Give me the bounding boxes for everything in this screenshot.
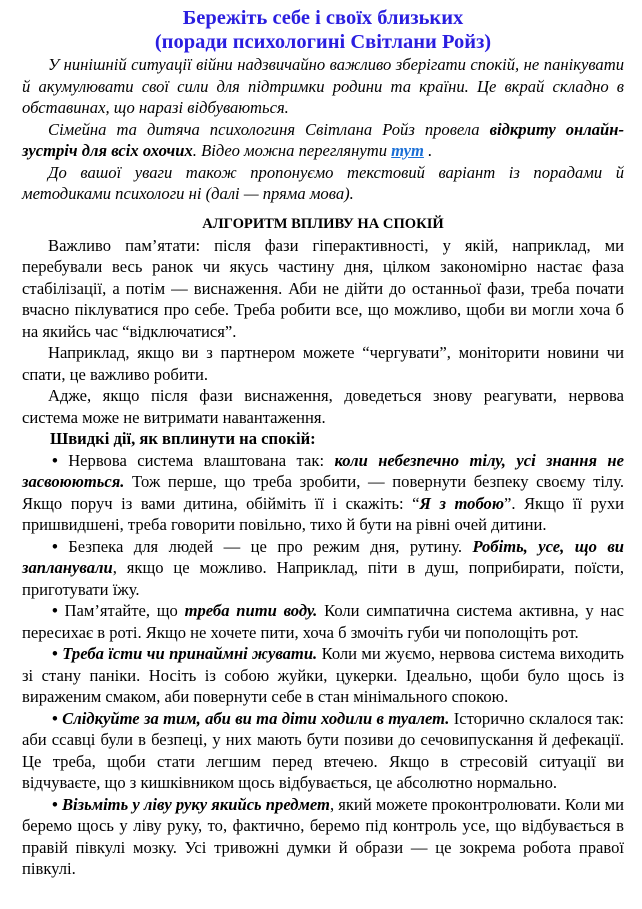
bullet-item-1 (22, 450, 624, 536)
bullet-icon: • (52, 794, 58, 814)
bullet-icon: • (52, 601, 58, 620)
bullet-5-emphasis: Слідкуйте за тим, аби ви та діти ходили в туалет. (62, 708, 450, 728)
bullet-item-2 (22, 536, 624, 601)
bullet-1-quote: Я з тобою (419, 493, 504, 513)
bullet-4-emphasis: Треба їсти чи принаймні жувати. (62, 644, 318, 663)
body-section (22, 235, 624, 429)
title-line-1: Бережіть себе і своїх близьких (182, 7, 464, 29)
intro-p2-text-c: . Відео можна переглянути (192, 141, 392, 160)
bullet-2-text-a: Безпека для людей — це про режим дня, рутину. (57, 536, 473, 556)
bullet-5-text-c: Історично склалося так: аби ссавці були в безпеці, у них мають бути позиви до сечовипускання й дефекації. Це треба, щоби стати легшим перед втечею. Якщо в стресовій ситуації ви відчуваєте, що з кишківником щось відбувається, це абсолютно нормально. (22, 708, 624, 792)
body-paragraph-3: Адже, якщо після фази виснаження, доведеться знову реагувати, нервова система може не витримати навантаження. (22, 386, 624, 427)
document-title (22, 6, 624, 54)
bullet-4-text-c: Коли ми жуємо, нервова система виходить зі стану паніки. Носіть із собою жуйки, цукерки. Ідеально, щоби було щось із вираженим смаком, аби повернути себе в стан мінімального спокою. (22, 644, 624, 706)
body-paragraph-1: Важливо пам’ятати: після фази гіперактивності, у якій, наприклад, ми перебували весь ранок чи якусь частину дня, цілком закономірно настає фаза стабілізації, а потім — виснаження. Аби не дійти до останньої фази, треба почати вчасно піклуватися про себе. Треба робити все, що можливо, щоби ви могли хоча б на якийсь час “відключатися”. (22, 235, 624, 341)
intro-paragraph-3: До вашої уваги також пропонуємо текстовий варіант із порадами й методиками психологи ні (далі — пряма мова). (22, 162, 624, 203)
intro-p2-text-d: . (423, 141, 433, 160)
intro-paragraph-2 (22, 119, 624, 162)
quick-actions-heading: Швидкі дії, як вплинути на спокій: (50, 429, 316, 448)
bullet-2-emphasis: Робіть, усе, що ви запланували (22, 536, 624, 577)
bullet-3-emphasis: треба пити воду. (184, 601, 318, 620)
bullet-1-text-c: Тож перше, що треба зробити, — повернути безпеку своєму тілу. Якщо поруч із вами дитина, обійміть її і скажіть: “ (22, 472, 624, 513)
intro-section (22, 54, 624, 205)
bullet-icon: • (52, 708, 58, 728)
bullet-6-text-c: , який можете проконтролювати. Коли ми беремо щось у ліву руку, то, фактично, беремо під контроль усе, що відбувається в правій півкулі мозку. Усі тривожні думки й образи — це зокрема робота правої півкулі. (22, 794, 624, 878)
intro-p2-emphasis: відкриту онлайн-зустріч для всіх охочих (22, 119, 624, 160)
bullet-2-text-c: , якщо це можливо. Наприклад, піти в душ, поприбирати, поїсти, приготувати їжу. (22, 558, 624, 599)
video-link[interactable]: тут (391, 141, 424, 160)
intro-p2-text-a: Сімейна та дитяча психологиня Світлана Ройз провела (48, 119, 490, 139)
bullet-1-emphasis: коли небезпечно тілу, усі знання не засвоюються. (22, 450, 624, 491)
body-paragraph-2: Наприклад, якщо ви з партнером можете “чергувати”, моніторити новини чи спати, це важливо робити. (22, 343, 624, 384)
bullet-item-3 (22, 600, 624, 643)
bullet-icon: • (52, 536, 58, 556)
bullet-1-text-a: Нервова система влаштована так: (57, 450, 335, 470)
intro-paragraph-1: У нинішній ситуації війни надзвичайно важливо зберігати спокій, не панікувати й акумулювати свої сили для підтримки родини та країни. Це вкрай складно в обставинах, що наразі відбуваються. (22, 55, 624, 117)
bullet-3-text-a: Пам’ятайте, що (57, 601, 185, 620)
bullet-icon: • (52, 644, 58, 663)
bullet-item-6 (22, 794, 624, 880)
bullet-6-emphasis: Візьміть у ліву руку якийсь предмет (61, 794, 330, 814)
title-line-2: (поради психологині Світлани Ройз) (154, 31, 492, 53)
bullet-item-4 (22, 643, 624, 708)
bullet-1-text-e: ”. Якщо її рухи пришвидшені, треба говорити повільно, тихо й бути на рівні очей дитини. (22, 493, 624, 534)
bullet-item-5 (22, 708, 624, 794)
quick-actions-list (22, 450, 624, 880)
section-heading: АЛГОРИТМ ВПЛИВУ НА СПОКІЙ (202, 215, 444, 232)
bullet-icon: • (52, 450, 58, 470)
bullet-3-text-c: Коли симпатична система активна, у нас пересихає в роті. Якщо не хочете пити, хоча б змочіть губи чи пополощіть рот. (22, 601, 624, 642)
